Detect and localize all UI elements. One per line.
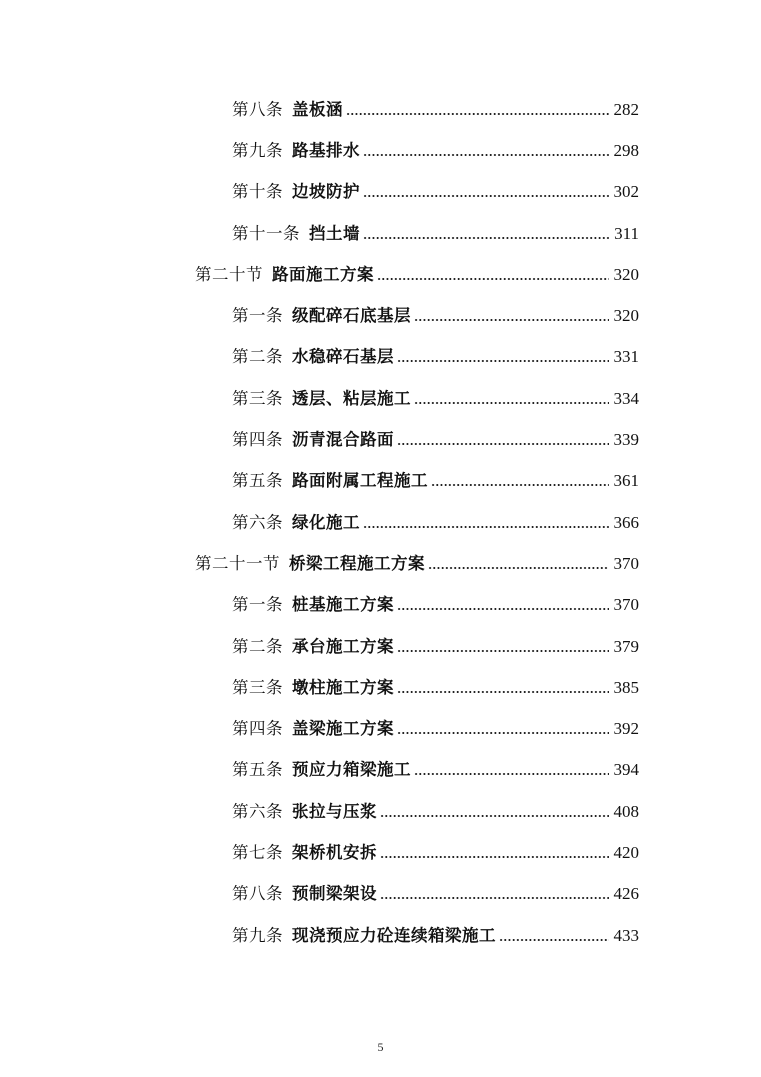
toc-entry[interactable] — [0, 791, 761, 832]
page-number: 5 — [377, 1040, 384, 1054]
toc-entry-title: 水稳碎石基层 — [292, 347, 394, 367]
toc-entry[interactable] — [0, 89, 761, 130]
toc-entry[interactable] — [0, 626, 761, 667]
dot-leader — [380, 897, 609, 899]
toc-entry[interactable] — [0, 337, 761, 378]
toc-entry-number: 第九条 — [232, 925, 283, 945]
toc-entry-number: 第八条 — [232, 99, 283, 119]
toc-entry[interactable] — [0, 585, 761, 626]
dot-leader — [380, 856, 609, 858]
dot-leader — [363, 526, 609, 528]
toc-entry-number: 第十条 — [232, 182, 283, 202]
dot-leader — [414, 402, 609, 404]
dot-leader — [397, 360, 609, 362]
toc-entry-number: 第一条 — [232, 595, 283, 615]
toc-entry-page: 379 — [613, 636, 639, 656]
toc-entry-title: 挡土墙 — [309, 223, 360, 243]
toc-entry[interactable] — [0, 213, 761, 254]
dot-leader — [363, 195, 609, 197]
toc-entry-title: 沥青混合路面 — [292, 430, 394, 450]
dot-leader — [346, 113, 609, 115]
toc-entry[interactable] — [0, 130, 761, 171]
toc-entry-number: 第十一条 — [232, 223, 300, 243]
toc-entry-number: 第四条 — [232, 430, 283, 450]
toc-entry-page: 392 — [613, 719, 639, 739]
toc-entry-title: 路面附属工程施工 — [292, 471, 428, 491]
toc-entry-number: 第二条 — [232, 347, 283, 367]
toc-entry-title: 路面施工方案 — [272, 264, 374, 284]
toc-entry-title: 盖板涵 — [292, 99, 343, 119]
toc-entry-number: 第六条 — [232, 801, 283, 821]
toc-entry-page: 420 — [613, 842, 639, 862]
toc-entry-title: 边坡防护 — [292, 182, 360, 202]
toc-entry-title: 桩基施工方案 — [292, 595, 394, 615]
toc-entry[interactable] — [0, 172, 761, 213]
toc-entry-page: 370 — [613, 553, 639, 573]
toc-entry-title: 墩柱施工方案 — [292, 677, 394, 697]
toc-entry[interactable] — [0, 667, 761, 708]
dot-leader — [380, 815, 609, 817]
toc-entry-page: 408 — [613, 801, 639, 821]
toc-entry-page: 334 — [613, 388, 639, 408]
toc-entry-page: 320 — [613, 306, 639, 326]
toc-entry[interactable] — [0, 295, 761, 336]
toc-entry-page: 366 — [613, 512, 639, 532]
toc-entry-title: 预应力箱梁施工 — [292, 760, 411, 780]
toc-entry[interactable] — [0, 915, 761, 956]
dot-leader — [377, 278, 609, 280]
toc-entry-title: 张拉与压浆 — [292, 801, 377, 821]
toc-entry-page: 426 — [613, 884, 639, 904]
toc-entry-number: 第四条 — [232, 719, 283, 739]
toc-entry-page: 331 — [613, 347, 639, 367]
toc-entry-title: 盖梁施工方案 — [292, 719, 394, 739]
toc-entry[interactable] — [0, 832, 761, 873]
toc-entry[interactable] — [0, 461, 761, 502]
toc-entry-title: 绿化施工 — [292, 512, 360, 532]
toc-entry-number: 第八条 — [232, 884, 283, 904]
toc-entry[interactable] — [0, 874, 761, 915]
toc-entry[interactable] — [0, 419, 761, 460]
toc-entry[interactable] — [0, 378, 761, 419]
toc-entry[interactable] — [0, 708, 761, 749]
dot-leader — [499, 939, 609, 941]
table-of-contents — [0, 89, 761, 956]
dot-leader — [363, 237, 609, 239]
toc-entry-page: 394 — [613, 760, 639, 780]
toc-entry-page: 339 — [613, 430, 639, 450]
dot-leader — [428, 567, 609, 569]
dot-leader — [397, 691, 609, 693]
toc-entry-title: 路基排水 — [292, 140, 360, 160]
dot-leader — [397, 608, 609, 610]
toc-entry-page: 302 — [613, 182, 639, 202]
dot-leader — [414, 319, 609, 321]
toc-section-entry[interactable] — [0, 543, 761, 584]
toc-entry-page: 361 — [613, 471, 639, 491]
toc-entry-number: 第九条 — [232, 140, 283, 160]
toc-entry-title: 现浇预应力砼连续箱梁施工 — [292, 925, 496, 945]
dot-leader — [414, 773, 609, 775]
toc-entry-title: 架桥机安拆 — [292, 842, 377, 862]
toc-entry-number: 第三条 — [232, 677, 283, 697]
toc-entry-page: 370 — [613, 595, 639, 615]
toc-entry-title: 预制梁架设 — [292, 884, 377, 904]
toc-entry-page: 433 — [613, 925, 639, 945]
toc-entry-title: 级配碎石底基层 — [292, 306, 411, 326]
toc-entry-page: 311 — [614, 223, 639, 243]
dot-leader — [397, 732, 609, 734]
dot-leader — [363, 154, 609, 156]
toc-entry-number: 第一条 — [232, 306, 283, 326]
toc-entry-number: 第五条 — [232, 760, 283, 780]
toc-entry-number: 第三条 — [232, 388, 283, 408]
dot-leader — [397, 650, 609, 652]
toc-entry-title: 承台施工方案 — [292, 636, 394, 656]
toc-entry-title: 桥梁工程施工方案 — [289, 553, 425, 573]
toc-entry-title: 透层、粘层施工 — [292, 388, 411, 408]
toc-entry[interactable] — [0, 502, 761, 543]
toc-entry-page: 320 — [613, 264, 639, 284]
dot-leader — [431, 484, 609, 486]
toc-entry-number: 第六条 — [232, 512, 283, 532]
toc-entry-number: 第二条 — [232, 636, 283, 656]
toc-entry-number: 第七条 — [232, 842, 283, 862]
toc-entry-number: 第五条 — [232, 471, 283, 491]
toc-entry-number: 第二十节 — [195, 264, 263, 284]
toc-entry-page: 298 — [613, 140, 639, 160]
toc-entry[interactable] — [0, 750, 761, 791]
toc-entry-number: 第二十一节 — [195, 553, 280, 573]
toc-section-entry[interactable] — [0, 254, 761, 295]
dot-leader — [397, 443, 609, 445]
toc-entry-page: 282 — [613, 99, 639, 119]
toc-entry-page: 385 — [613, 677, 639, 697]
